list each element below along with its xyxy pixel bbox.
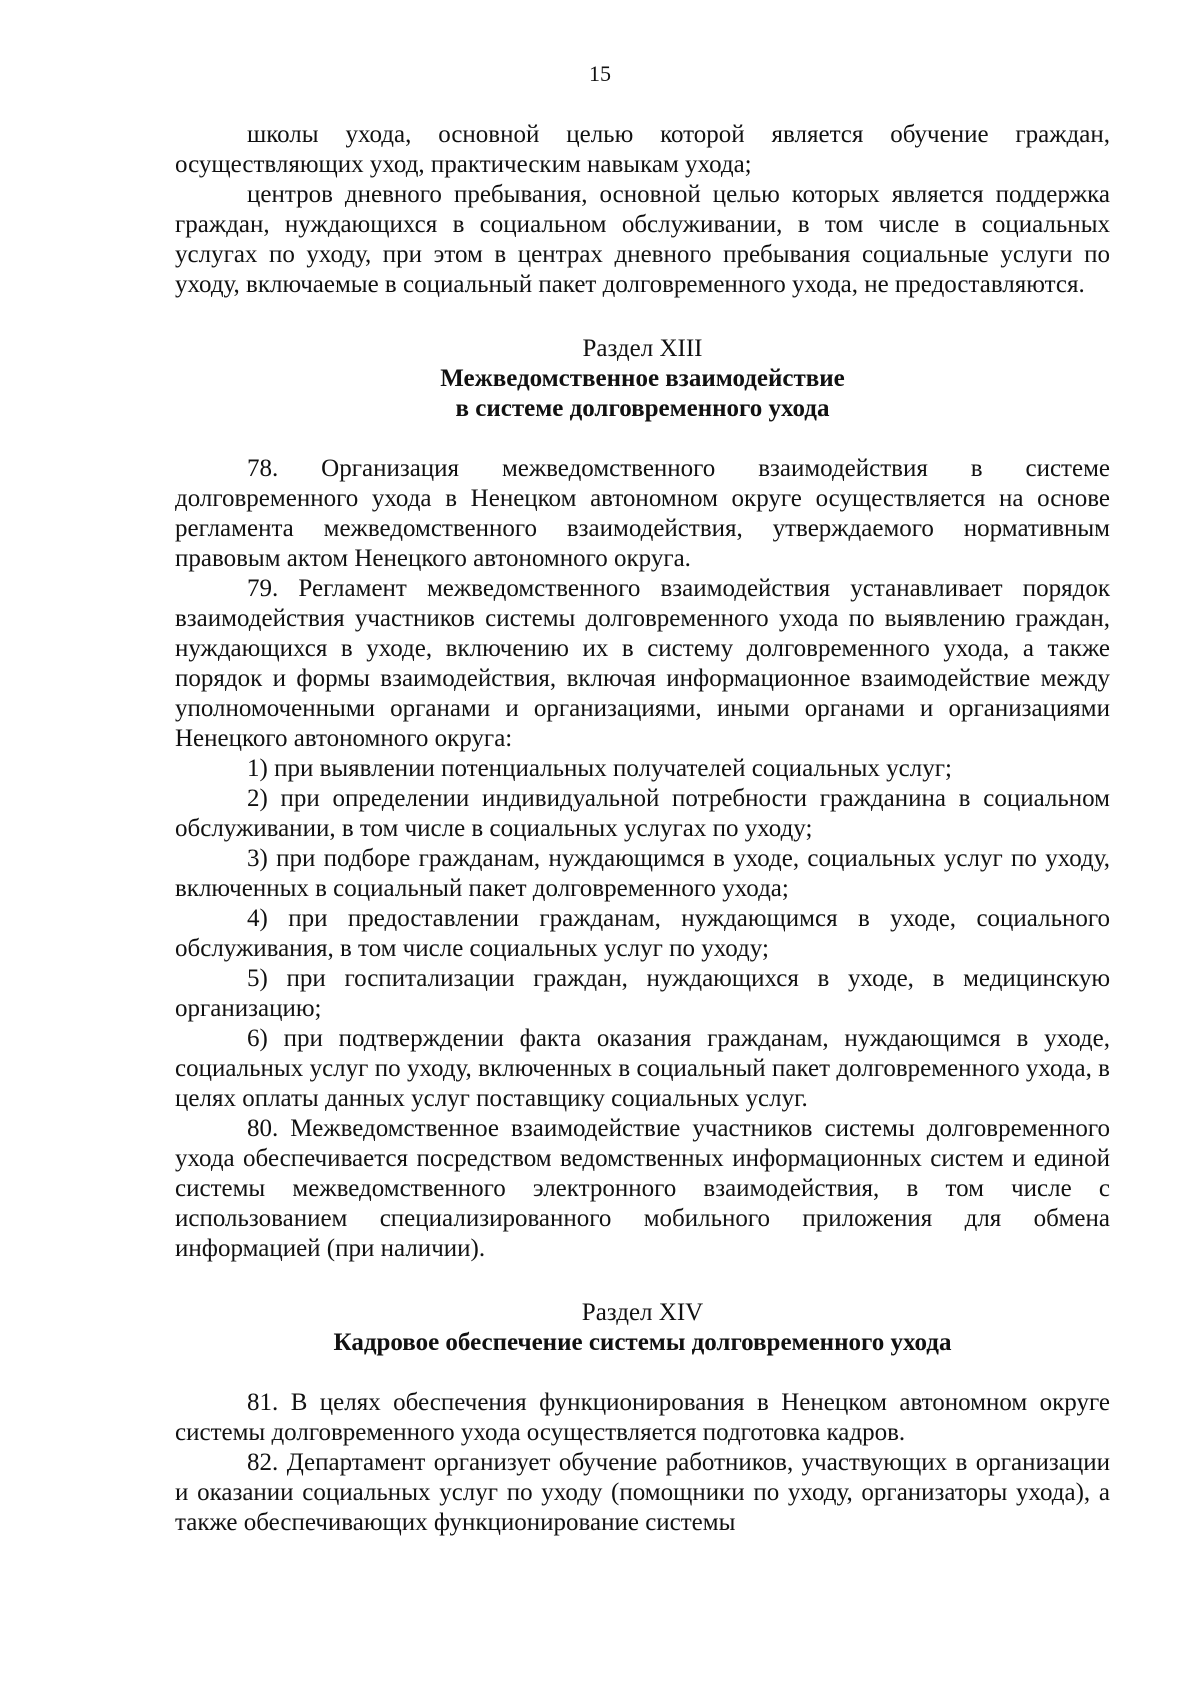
paragraph: школы ухода, основной целью которой является обучение граждан, осуществляющих уход, практическим навыкам ухода; xyxy=(175,121,1110,178)
spacer xyxy=(175,1358,1110,1388)
list-item: 3) при подборе гражданам, нуждающимся в уходе, социальных услуг по уходу, включенных в социальный пакет долговременного ухода; xyxy=(175,845,1110,902)
clause-79: 79. Регламент межведомственного взаимодействия устанавливает порядок взаимодействия участников системы долговременного ухода по выявлению граждан, нуждающихся в уходе, включению их в систему долговременного ухода, а также порядок и формы взаимодействия, включая информационное взаимодействие между уполномоченными органами и организациями, иными органами и организациями Ненецкого автономного округа: xyxy=(175,575,1110,752)
list-item: 2) при определении индивидуальной потребности гражданина в социальном обслуживании, в том числе в социальных услугах по уходу; xyxy=(175,785,1110,842)
document-body xyxy=(175,120,1110,1538)
clause-80: 80. Межведомственное взаимодействие участников системы долговременного ухода обеспечивается посредством ведомственных информационных систем и единой системы межведомственного электронного взаимодействия, в том числе с использованием специализированного мобильного приложения для обмена информацией (при наличии). xyxy=(175,1115,1110,1262)
clause-81: 81. В целях обеспечения функционирования в Ненецком автономном округе системы долговременного ухода осуществляется подготовка кадров. xyxy=(175,1389,1110,1446)
section-label: Раздел XIV xyxy=(581,1299,704,1326)
page-number: 15 xyxy=(589,61,611,86)
list-item: 6) при подтверждении факта оказания гражданам, нуждающимся в уходе, социальных услуг по уходу, включенных в социальный пакет долговременного ухода, в целях оплаты данных услуг поставщику социальных услуг. xyxy=(175,1025,1110,1112)
list-item: 1) при выявлении потенциальных получателей социальных услуг; xyxy=(247,755,952,782)
section-title: в системе долговременного ухода xyxy=(455,395,830,422)
section-label: Раздел XIII xyxy=(582,335,703,362)
clause-78: 78. Организация межведомственного взаимодействия в системе долговременного ухода в Ненецком автономном округе осуществляется на основе регламента межведомственного взаимодействия, утверждаемого нормативным правовым актом Ненецкого автономного округа. xyxy=(175,455,1110,572)
section-title: Кадровое обеспечение системы долговременного ухода xyxy=(333,1329,952,1356)
paragraph: центров дневного пребывания, основной целью которых является поддержка граждан, нуждающихся в социальном обслуживании, в том числе в социальных услугах по уходу, при этом в центрах дневного пребывания социальные услуги по уходу, включаемые в социальный пакет долговременного ухода, не предоставляются. xyxy=(175,181,1110,298)
list-item: 4) при предоставлении гражданам, нуждающимся в уходе, социального обслуживания, в том числе социальных услуг по уходу; xyxy=(175,905,1110,962)
clause-82: 82. Департамент организует обучение работников, участвующих в организации и оказании социальных услуг по уходу (помощники по уходу, организаторы ухода), а также обеспечивающих функционирование системы xyxy=(175,1449,1110,1536)
spacer xyxy=(175,424,1110,454)
section-heading-14 xyxy=(175,1298,1110,1358)
spacer xyxy=(175,300,1110,334)
list-item: 5) при госпитализации граждан, нуждающихся в уходе, в медицинскую организацию; xyxy=(175,965,1110,1022)
section-heading-13 xyxy=(175,334,1110,424)
section-title: Межведомственное взаимодействие xyxy=(440,365,845,392)
spacer xyxy=(175,1264,1110,1298)
